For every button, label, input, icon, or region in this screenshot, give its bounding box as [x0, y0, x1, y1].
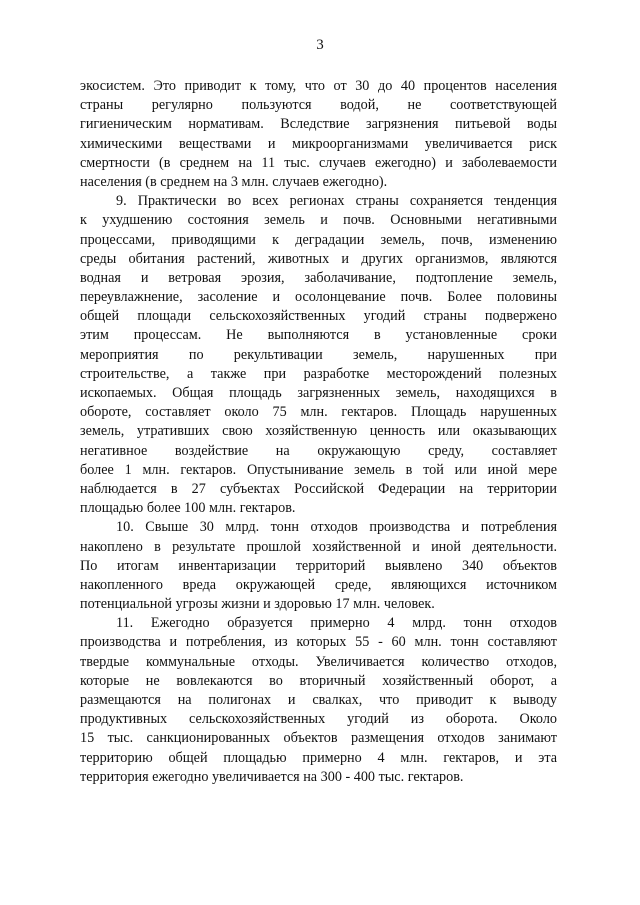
- text-line: 9. Практически во всех регионах страны сохраняется тенденция: [116, 193, 557, 210]
- text-line: переувлажнение, засоление и осолонцевание почв. Более половины: [80, 289, 557, 306]
- text-line: более 1 млн. гектаров. Опустынивание земель в той или иной мере: [80, 461, 557, 478]
- text-line: 10. Свыше 30 млрд. тонн отходов производства и потребления: [116, 519, 557, 536]
- text-line: территория ежегодно увеличивается на 300 - 400 тыс. гектаров.: [80, 768, 464, 785]
- paragraph-p8-tail: [80, 77, 557, 192]
- text-line: смертности (в среднем на 11 тыс. случаев ежегодно) и заболеваемости: [80, 154, 557, 171]
- text-line: накопленного вреда окружающей среде, являющихся источником: [80, 576, 557, 593]
- text-line: продуктивных сельскохозяйственных угодий из оборота. Около: [80, 711, 557, 728]
- text-line: страны регулярно пользуются водой, не соответствующей: [80, 97, 557, 114]
- text-line: производства и потребления, из которых 55 - 60 млн. тонн составляют: [80, 634, 557, 651]
- text-line: наблюдается в 27 субъектах Российской Федерации на территории: [80, 480, 557, 497]
- text-line: общей площади сельскохозяйственных угодий страны подвержено: [80, 308, 557, 325]
- text-line: 15 тыс. санкционированных объектов размещения отходов занимают: [80, 730, 557, 747]
- text-line: гигиеническим нормативам. Вследствие загрязнения питьевой воды: [80, 116, 557, 133]
- text-line: населения (в среднем на 3 млн. случаев ежегодно).: [80, 173, 388, 190]
- paragraph-p9: [80, 192, 557, 518]
- text-line: площадью более 100 млн. гектаров.: [80, 500, 296, 517]
- text-line: 11. Ежегодно образуется примерно 4 млрд. тонн отходов: [116, 615, 557, 632]
- text-line: земель, утративших свою хозяйственную ценность или оказывающих: [80, 423, 557, 440]
- text-line: потенциальной угрозы жизни и здоровью 17 млн. человек.: [80, 596, 435, 613]
- text-line: накоплено в результате прошлой хозяйственной и иной деятельности.: [80, 538, 557, 555]
- text-line: территорию общей площадью примерно 4 млн. гектаров, и эта: [80, 749, 557, 766]
- text-line: мероприятия по рекультивации земель, нарушенных при: [80, 346, 557, 363]
- text-line: среды обитания растений, животных и других организмов, являются: [80, 250, 557, 267]
- paragraph-p10: [80, 518, 557, 614]
- text-line: По итогам инвентаризации территорий выявлено 340 объектов: [80, 557, 557, 574]
- text-line: экосистем. Это приводит к тому, что от 30 до 40 процентов населения: [80, 78, 557, 94]
- paragraph-p11: [80, 614, 557, 787]
- text-line: размещаются на полигонах и свалках, что приводит к выводу: [80, 692, 557, 708]
- text-line: ископаемых. Общая площадь загрязненных земель, находящихся в: [80, 385, 557, 401]
- text-line: которые не вовлекаются во вторичный хозяйственный оборот, а: [80, 672, 557, 689]
- text-line: обороте, составляет около 75 млн. гектаров. Площадь нарушенных: [80, 404, 557, 421]
- page-number: 3: [316, 37, 324, 53]
- text-line: негативное воздействие на окружающую среду, составляет: [80, 442, 557, 459]
- document-body: [80, 77, 557, 787]
- text-line: твердые коммунальные отходы. Увеличивается количество отходов,: [80, 653, 557, 670]
- text-line: к ухудшению состояния земель и почв. Основными негативными: [80, 212, 557, 229]
- text-line: водная и ветровая эрозия, заболачивание, подтопление земель,: [80, 269, 557, 286]
- text-line: этим процессам. Не выполняются в установленные сроки: [80, 327, 557, 344]
- text-line: строительстве, а также при разработке месторождений полезных: [80, 365, 557, 382]
- text-line: процессами, приводящими к деградации земель, почв, изменению: [80, 231, 557, 248]
- text-line: химическими веществами и микроорганизмами увеличивается риск: [80, 135, 557, 152]
